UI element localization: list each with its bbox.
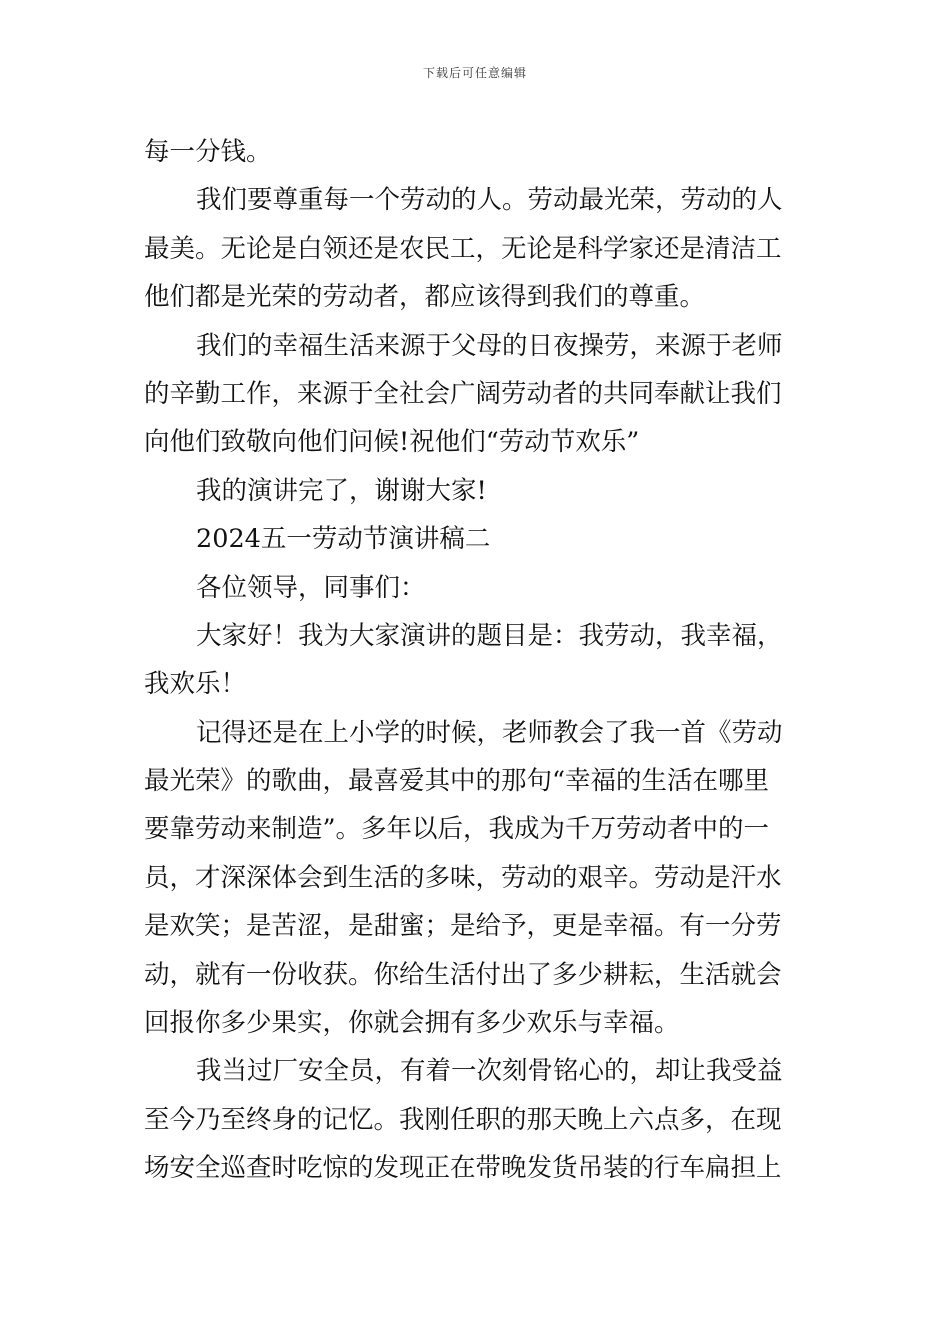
text-line: 回报你多少果实，你就会拥有多少欢乐与幸福。 (144, 1008, 680, 1039)
text-line: 我们要尊重每一个劳动的人。劳动最光荣，劳动的人 (196, 185, 783, 216)
text-line: 最光荣》的歌曲，最喜爱其中的那句“幸福的生活在哪里 (144, 766, 770, 797)
text-line: 我的演讲完了，谢谢大家! (196, 475, 487, 506)
text-line: 各位领导，同事们： (196, 572, 426, 603)
text-line: 场安全巡查时吃惊的发现正在带晚发货吊装的行车扁担上 (144, 1153, 782, 1184)
text-line: 2024五一劳动节演讲稿二 (196, 524, 491, 555)
document-body (144, 128, 806, 1193)
text-line: 向他们致敬向他们问候!祝他们“劳动节欢乐” (144, 427, 640, 458)
text-line: 员，才深深体会到生活的多味，劳动的艰辛。劳动是汗水 (144, 862, 782, 893)
text-line: 我欢乐！ (144, 669, 247, 700)
text-line: 我们的幸福生活来源于父母的日夜操劳，来源于老师 (196, 330, 783, 361)
text-line: 他们都是光荣的劳动者，都应该得到我们的尊重。 (144, 282, 706, 313)
text-line: 每一分钱。 (144, 137, 272, 167)
text-line: 动，就有一份收获。你给生活付出了多少耕耘，生活就会 (144, 959, 782, 990)
text-line: 记得还是在上小学的时候，老师教会了我一首《劳动 (196, 717, 783, 748)
text-line: 我当过厂安全员，有着一次刻骨铭心的，却让我受益 (196, 1056, 783, 1087)
text-line: 是欢笑；是苦涩，是甜蜜；是给予，更是幸福。有一分劳 (144, 911, 782, 942)
page-header: 下载后可任意编辑 (422, 66, 527, 80)
text-line: 大家好！我为大家演讲的题目是：我劳动，我幸福， (196, 620, 783, 651)
text-line: 至今乃至终身的记忆。我刚任职的那天晚上六点多，在现 (144, 1104, 782, 1135)
text-line: 要靠劳动来制造”。多年以后，我成为千万劳动者中的一 (144, 814, 770, 845)
text-line: 最美。无论是白领还是农民工，无论是科学家还是清洁工 (144, 233, 782, 264)
text-line: 的辛勤工作，来源于全社会广阔劳动者的共同奉献让我们 (144, 378, 782, 409)
